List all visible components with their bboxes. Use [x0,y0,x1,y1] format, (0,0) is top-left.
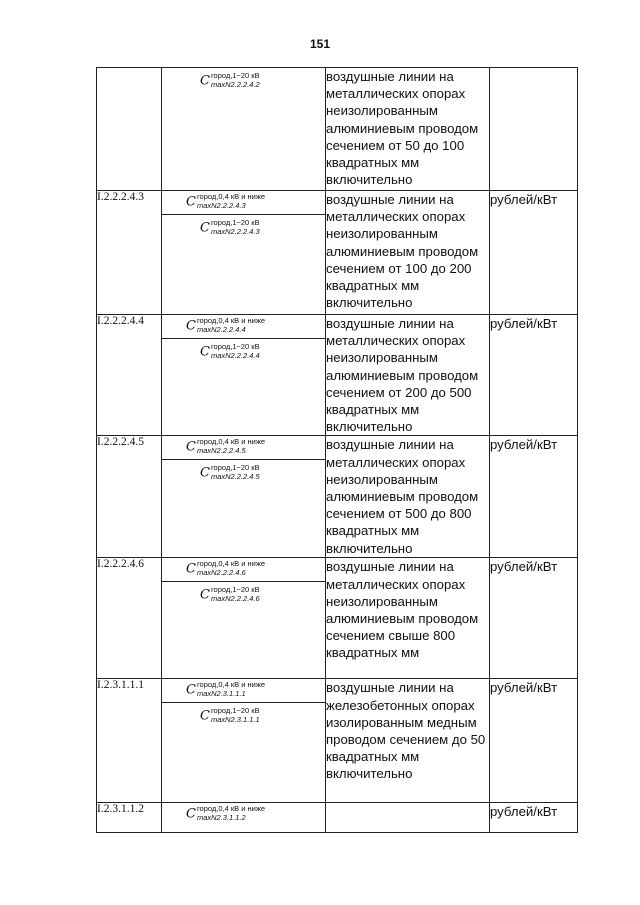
index-letter: C [186,806,196,822]
rate-index-cell [162,679,326,803]
rate-index-cell [162,558,326,679]
index-scripts [211,218,260,236]
index-superscript: город,1−20 кВ [210,585,260,595]
index-scripts [197,192,265,210]
index-scripts [211,71,260,89]
index-subscript: maxN2.3.1.1.1 [196,689,246,699]
index-letter: C [200,587,210,603]
rate-symbol-medium-voltage [200,70,260,89]
table-row [97,436,578,558]
rate-index-low-voltage [162,191,325,215]
index-scripts [211,342,260,360]
rate-symbol-medium-voltage [200,217,260,236]
index-scripts [211,706,260,724]
rate-index-cell [162,803,326,833]
unit-of-measure: рублей/кВт [490,315,578,436]
index-letter: C [186,194,196,210]
index-superscript: город,0,4 кВ и ниже [196,437,266,447]
table-row [97,558,578,679]
index-superscript: город,1−20 кВ [210,71,260,80]
row-code: I.2.3.1.1.1 [97,679,162,803]
table-row [97,315,578,436]
table-row [97,68,578,191]
rate-symbol-low-voltage [186,803,265,822]
rate-symbol-medium-voltage [200,462,260,481]
index-superscript: город,0,4 кВ и ниже [196,680,266,690]
page-number: 151 [309,37,331,51]
index-subscript: maxN2.2.2.4.3 [196,201,246,210]
rate-index-cell [162,191,326,315]
row-code [97,68,162,191]
line-description [326,803,490,833]
index-letter: C [200,708,210,724]
line-description: воздушные линии на железобетонных опорах изолированным медным проводом сечением до 50 квадратных мм включительно [326,679,490,803]
rate-symbol-low-voltage [186,679,265,698]
rate-index-medium-voltage [162,215,325,237]
index-subscript: maxN2.2.2.4.3 [210,227,260,236]
unit-of-measure: рублей/кВт [490,558,578,679]
index-subscript: maxN2.2.2.4.4 [210,351,260,360]
index-subscript: maxN2.2.2.4.5 [210,472,260,482]
rate-symbol-medium-voltage [200,341,260,360]
rate-index-low-voltage [162,679,325,703]
table-row [97,191,578,315]
index-scripts [211,585,260,603]
row-code: I.2.2.2.4.5 [97,436,162,558]
rate-symbol-medium-voltage [200,705,260,724]
unit-of-measure: рублей/кВт [490,436,578,558]
rate-index-medium-voltage [162,582,325,604]
rate-index-medium-voltage [162,339,325,361]
rate-index-medium-voltage [162,68,325,90]
index-superscript: город,0,4 кВ и ниже [196,316,266,325]
rate-index-low-voltage [162,315,325,339]
unit-of-measure: рублей/кВт [490,679,578,803]
rate-index-medium-voltage [162,460,325,482]
index-subscript: maxN2.2.2.4.5 [196,446,246,456]
table-row [97,679,578,803]
unit-of-measure [490,68,578,191]
index-letter: C [186,682,196,698]
index-scripts [197,804,265,822]
index-superscript: город,0,4 кВ и ниже [196,804,266,814]
index-subscript: maxN2.3.1.1.2 [196,813,246,823]
rate-index-medium-voltage [162,703,325,725]
index-letter: C [186,561,196,577]
index-scripts [197,559,265,577]
rate-index-cell [162,68,326,191]
table-row [97,803,578,833]
index-superscript: город,1−20 кВ [210,706,260,716]
index-scripts [197,680,265,698]
rate-symbol-low-voltage [186,558,265,577]
index-subscript: maxN2.2.2.4.6 [210,594,260,604]
rate-index-low-voltage [162,436,325,460]
line-description: воздушные линии на металлических опорах неизолированным алюминиевым проводом сечением свыше 800 квадратных мм [326,558,490,679]
line-description: воздушные линии на металлических опорах неизолированным алюминиевым проводом сечением от 50 до 100 квадратных мм включительно [326,68,490,191]
index-letter: C [200,344,210,360]
rate-index-low-voltage [162,558,325,582]
index-scripts [211,463,260,481]
row-code: I.2.2.2.4.6 [97,558,162,679]
rate-index-low-voltage [162,803,325,823]
unit-of-measure: рублей/кВт [490,191,578,315]
index-letter: C [200,465,210,481]
line-description: воздушные линии на металлических опорах неизолированным алюминиевым проводом сечением от 100 до 200 квадратных мм включительно [326,191,490,315]
rate-index-cell [162,315,326,436]
tariff-table [96,67,578,833]
row-code: I.2.3.1.1.2 [97,803,162,833]
index-letter: C [200,73,210,89]
rate-symbol-low-voltage [186,315,265,334]
index-scripts [197,316,265,334]
row-code: I.2.2.2.4.3 [97,191,162,315]
index-scripts [197,437,265,455]
index-superscript: город,0,4 кВ и ниже [196,192,266,201]
rate-symbol-low-voltage [186,436,265,455]
row-code: I.2.2.2.4.4 [97,315,162,436]
index-subscript: maxN2.2.2.4.2 [210,80,260,89]
unit-of-measure: рублей/кВт [490,803,578,833]
index-superscript: город,1−20 кВ [210,463,260,473]
index-letter: C [200,220,210,236]
line-description: воздушные линии на металлических опорах неизолированным алюминиевым проводом сечением от 200 до 500 квадратных мм включительно [326,315,490,436]
index-superscript: город,0,4 кВ и ниже [196,559,266,569]
index-letter: C [186,318,196,334]
index-superscript: город,1−20 кВ [210,218,260,227]
rate-index-cell [162,436,326,558]
index-superscript: город,1−20 кВ [210,342,260,351]
index-subscript: maxN2.3.1.1.1 [210,715,260,725]
index-subscript: maxN2.2.2.4.4 [196,325,246,334]
index-subscript: maxN2.2.2.4.6 [196,568,246,578]
line-description: воздушные линии на металлических опорах неизолированным алюминиевым проводом сечением от 500 до 800 квадратных мм включительно [326,436,490,558]
rate-symbol-low-voltage [186,191,265,210]
rate-symbol-medium-voltage [200,584,260,603]
index-letter: C [186,439,196,455]
